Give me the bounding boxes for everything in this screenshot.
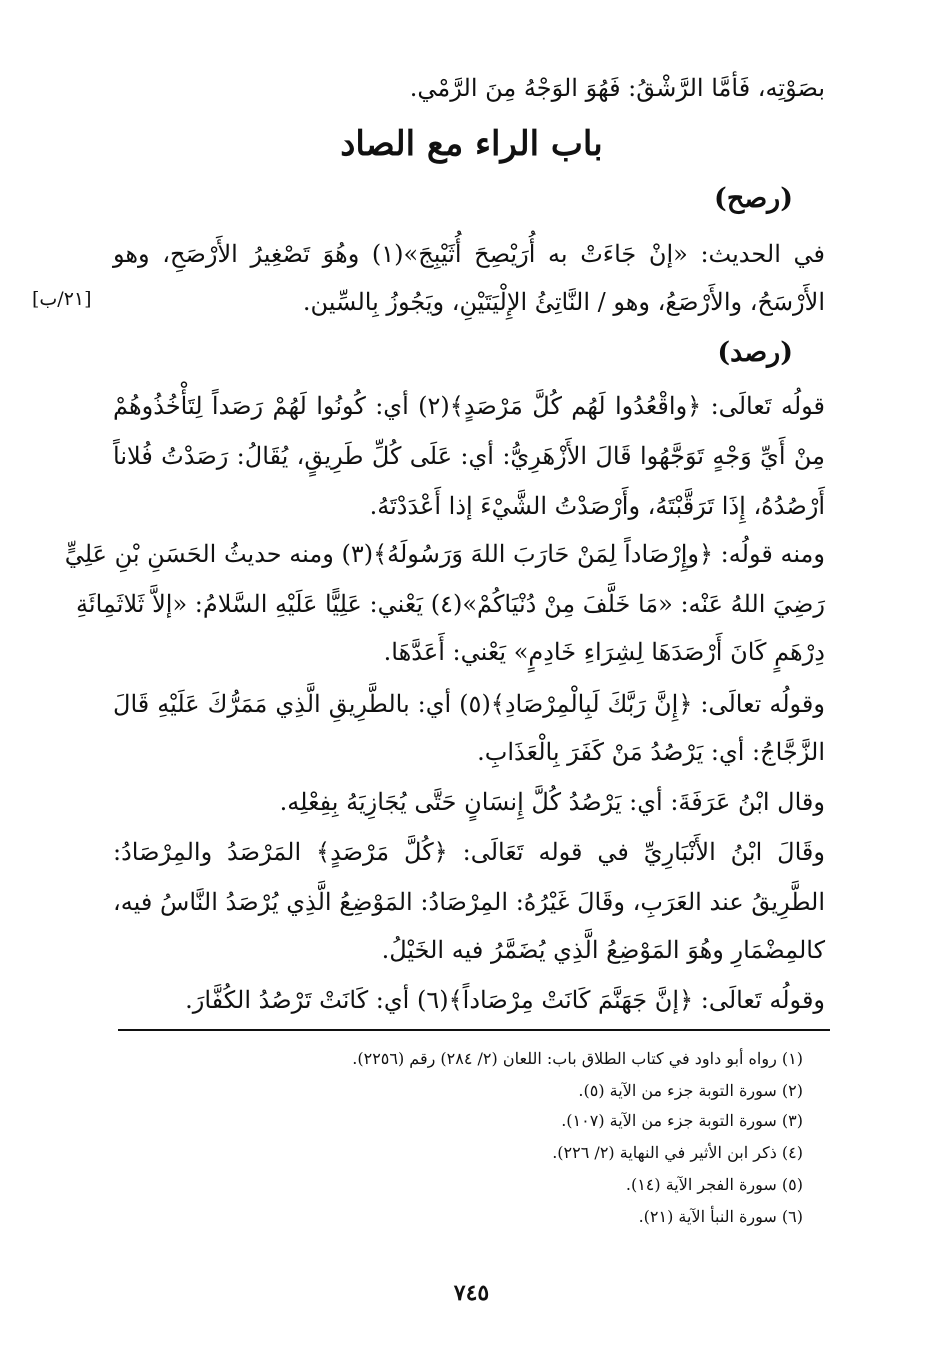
text-line: كالمِضْمَارِ وهُوَ المَوْضِعُ الَّذِي يُضَمَّرُ فيه الخَيْلُ. <box>381 936 825 964</box>
text-line: وقولُه تعالَى: ﴿إِنَّ رَبَّكَ لَبِالْمِرْصَادِ﴾(٥) أي: بالطَّرِيقِ الَّذِي مَمَرُّكَ عَلَيْهِ قَالَ <box>113 690 825 718</box>
text-line: في الحديث: «إنْ جَاءَتْ به أُرَيْصِحَ أُثَيْبِجَ»(١) وهُوَ تَصْغِيرُ الأَرْصَحِ، وهو <box>113 240 825 268</box>
footnote-2: (٢) سورة التوبة جزء من الآية (٥). <box>578 1081 803 1100</box>
footnote-5: (٥) سورة الفجر الآية (١٤). <box>625 1175 803 1194</box>
text-line: قولُه تَعالَى: ﴿واقْعُدُوا لَهُم كُلَّ مَرْصَدٍ﴾(٢) أي: كُونُوا لَهُمْ رَصَداً لِتَأْخُذُوهُمْ <box>113 392 826 420</box>
text-line: الزَّجَّاجُ: أي: يَرْصُدُ مَنْ كَفَرَ بِالْعَذَابِ. <box>477 738 825 766</box>
page-number: ٧٤٥ <box>453 1280 490 1306</box>
text-line: وقَالَ ابْنُ الأَنْبَارِيِّ في قوله تَعَالَى: ﴿كُلَّ مَرْصَدٍ﴾ المَرْصَدُ والمِرْصَادُ: <box>113 838 825 866</box>
text-line: الأَرْسَحُ، والأَرْصَعُ، وهو / النَّاتِئُ الإِلْيَتَيْنِ، ويَجُوزُ بِالسِّين. <box>302 288 825 316</box>
text-line: وقال ابْنُ عَرَفَةَ: أي: يَرْصُدُ كُلَّ إِنسَانٍ حَتَّى يُجَازِيَهُ بِفِعْلِه. <box>279 788 825 816</box>
chapter-title: باب الراء مع الصاد <box>340 124 603 164</box>
footnote-1: (١) رواه أبو داود في كتاب الطلاق باب: اللعان (٢/ ٢٨٤) رقم (٢٢٥٦). <box>352 1049 803 1068</box>
footnote-6: (٦) سورة النبأ الآية (٢١). <box>638 1207 803 1226</box>
text-line: ومنه قولُه: ﴿وإِرْصَاداً لِمَنْ حَارَبَ اللهَ وَرَسُولَهُ﴾(٣) ومنه حديثُ الحَسَنِ بْنِ عَلِيٍّ <box>64 540 825 568</box>
continuation-line: بصَوْتِه، فَأمَّا الرَّشْقُ: فَهُوَ الوَجْهُ مِنَ الرَّمْي. <box>409 74 825 102</box>
entry-heading-rsd: (رصد) <box>717 337 793 368</box>
manuscript-folio-ref: [٢١/ب] <box>32 288 92 310</box>
entry-heading-rsh: (رصح) <box>714 183 793 214</box>
text-line: رَضِيَ اللهُ عَنْه: «مَا خَلَّفَ مِنْ دُنْيَاكُمْ»(٤) يَعْني: عَلِيًّا عَلَيْهِ السَّلامُ: «إلاَّ ثَلاثَمِائَةِ <box>76 590 825 618</box>
text-line: وقولُه تَعالَى: ﴿إنَّ جَهَنَّمَ كَانَتْ مِرْصَاداً﴾(٦) أي: كَانَتْ تَرْصُدُ الكُفَّارَ. <box>185 986 825 1014</box>
footnote-separator <box>118 1029 830 1031</box>
text-line: مِنْ أَيِّ وَجْهٍ تَوَجَّهُوا قَالَ الأَزْهَرِيُّ: أي: عَلَى كُلِّ طَرِيقٍ، يُقَالُ: رَصَدْتُ فُلاناً <box>113 442 825 470</box>
footnote-4: (٤) ذكر ابن الأثير في النهاية (٢/ ٢٢٦). <box>552 1143 803 1162</box>
text-line: الطَّرِيقُ عند العَرَبِ، وقَالَ غَيْرُهُ: المِرْصَادُ: المَوْضِعُ الَّذِي يُرْصَدُ النَّاسُ فيه، <box>113 888 826 916</box>
text-line: دِرْهَمٍ كَانَ أَرْصَدَهَا لِشِرَاءِ خَادِمٍ» يَعْني: أَعَدَّهَا. <box>383 638 825 666</box>
text-line: أَرْصُدُهُ، إِذَا تَرَقَّبْتَهُ، وأَرْصَدْتُ الشَّيْءَ إذا أَعْدَدْتَهُ. <box>369 492 825 520</box>
footnote-3: (٣) سورة التوبة جزء من الآية (١٠٧). <box>561 1111 803 1130</box>
